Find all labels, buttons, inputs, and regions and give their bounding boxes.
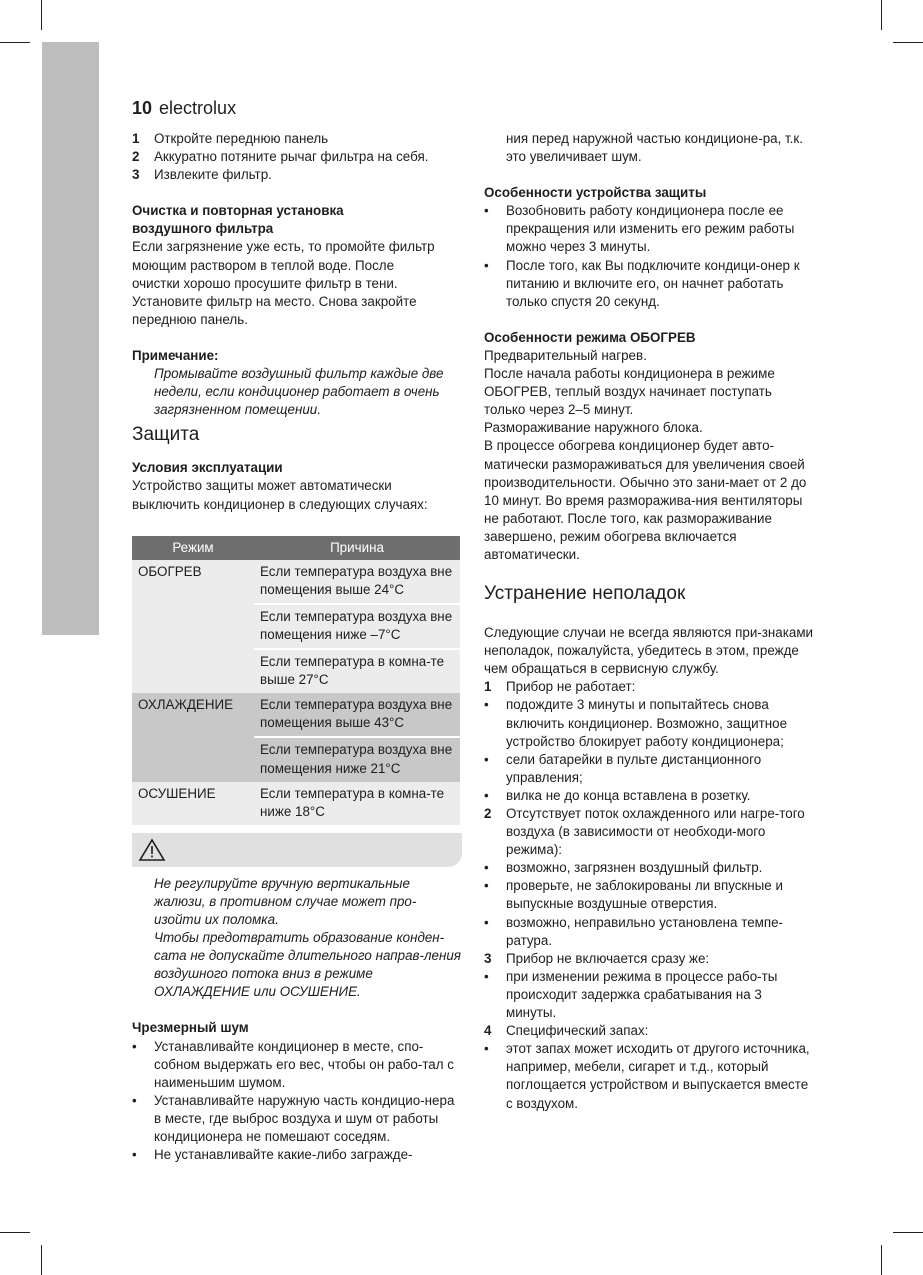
table-row: ОСУШЕНИЕ Если температура в комна-те ниже 18°С (132, 782, 460, 825)
table-row: Если температура в комна-те выше 27°С (132, 649, 460, 693)
heating-mode-heading: Особенности режима ОБОГРЕВ (484, 329, 696, 345)
troubleshooting-title: Устранение неполадок (484, 583, 686, 605)
side-tab-bar (42, 42, 99, 635)
list-item: • Не устанавливайте какие-либо загражде- (132, 1147, 413, 1163)
crop-mark (893, 42, 923, 43)
crop-mark (41, 1245, 42, 1275)
table-row: ОБОГРЕВ Если температура воздуха вне помещения выше 24°С (132, 560, 460, 604)
cleaning-heading: Очистка и повторная установка воздушного фильтра (132, 203, 344, 237)
crop-mark (0, 1232, 30, 1233)
noise-continuation: ния перед наружной частью кондиционе-ра, т.к. это увеличивает шум. (506, 131, 803, 165)
protection-features-heading: Особенности устройства защиты (484, 185, 707, 201)
steps-list (132, 130, 462, 184)
note-heading: Примечание: (132, 347, 219, 363)
list-item: • проверьте, не заблокированы ли впускные и выпускные воздушные отверстия. (484, 878, 783, 912)
list-item: • вилка не до конца вставлена в розетку. (484, 787, 751, 803)
heating-line: В процессе обогрева кондиционер будет авто-матически размораживаться для увеличения своей производительности. Обычно это зани-мает от 2 до 10 минут. Во время разморажива-ния вентиляторы не работают. После того, как размораживание завершено, режим обогрева включается автоматически. (484, 438, 807, 562)
list-item: 3 Извлеките фильтр. (132, 167, 272, 183)
page-number: 10 (132, 98, 153, 118)
list-item: • сели батарейки в пульте дистанционного управления; (484, 751, 762, 785)
list-item: • этот запах может исходить от другого источника, например, мебели, сигарет и т.д., который поглощается устройством и выпускается вместе с воздухом. (484, 1041, 810, 1111)
table-row: ОХЛАЖДЕНИЕ Если температура воздуха вне помещения выше 43°С (132, 693, 460, 737)
table-row: Если температура воздуха вне помещения ниже –7°С (132, 604, 460, 649)
list-item: 2 Аккуратно потяните рычаг фильтра на себя. (132, 149, 429, 165)
column-header-mode: Режим (132, 536, 254, 560)
noise-heading: Чрезмерный шум (132, 1020, 249, 1036)
list-item: • подождите 3 минуты и попытайтесь снова включить кондиционер. Возможно, защитное устройство блокирует работу кондиционера; (484, 697, 788, 749)
list-item: • при изменении режима в процессе рабо-ты происходит задержка срабатывания на 3 минуты. (484, 968, 778, 1021)
troubleshooting-intro: Следующие случаи не всегда являются при-знаками неполадок, пожалуйста, убедитесь в этом, прежде чем обращаться в сервисную службу. (484, 625, 814, 677)
right-column (484, 130, 814, 1113)
crop-mark (41, 0, 42, 30)
heating-line: Размораживание наружного блока. (484, 420, 703, 436)
protection-table (132, 536, 460, 825)
table-row: Если температура воздуха вне помещения ниже 21°С (132, 737, 460, 781)
list-item: • Устанавливайте кондиционер в месте, спо-собном выдержать его вес, чтобы он рабо-тал с наименьшим шумом. (132, 1038, 454, 1090)
warning-bar (132, 833, 462, 867)
list-item: • возможно, загрязнен воздушный фильтр. (484, 860, 763, 876)
cleaning-body: Если загрязнение уже есть, то промойте фильтр моющим раствором в теплой воде. После очистки хорошо просушите фильтр в тени. Установите фильтр на место. Снова закройте переднюю панель. (132, 239, 435, 327)
crop-mark (893, 1232, 923, 1233)
warning-text: Не регулируйте вручную вертикальные жалюзи, в противном случае может про-изойти их поломка. Чтобы предотвратить образование конден-сата не допускайте длительного направ-ления воздушного потока вниз в режиме ОХЛАЖДЕНИЕ или ОСУШЕНИЕ. (154, 875, 461, 1000)
list-item: 2 Отсутствует поток охлажденного или нагре-того воздуха (в зависимости от необходи-мого режима): (484, 806, 805, 858)
brand-name: electrolux (159, 98, 237, 118)
list-item: 3 Прибор не включается сразу же: (484, 950, 710, 966)
warning-icon (138, 838, 166, 862)
crop-mark (881, 0, 882, 30)
troubleshooting-list (484, 678, 814, 1112)
crop-mark (881, 1245, 882, 1275)
note-text: Промывайте воздушный фильтр каждые две недели, если кондиционер работает в очень загрязненном помещении. (154, 366, 444, 418)
page-header (132, 97, 236, 119)
protection-title: Защита (132, 424, 200, 446)
list-item: 4 Специфический запах: (484, 1023, 649, 1039)
list-item: 1 Прибор не работает: (484, 679, 636, 695)
left-column (132, 130, 462, 1164)
list-item: • После того, как Вы подключите кондици-онер к питанию и включите его, он начнет работать только спустя 20 секунд. (484, 257, 800, 309)
heating-line: После начала работы кондиционера в режиме ОБОГРЕВ, теплый воздух начинает поступать только через 2–5 минут. (484, 366, 775, 418)
list-item: • Устанавливайте наружную часть кондицио-нера в месте, где выброс воздуха и шум от работы кондиционера не помешают соседям. (132, 1092, 455, 1145)
list-item: • Возобновить работу кондиционера после ее прекращения или изменить его режим работы можно через 3 минуты. (484, 203, 795, 255)
heating-line: Предварительный нагрев. (484, 347, 647, 363)
conditions-body: Устройство защиты может автоматически выключить кондиционер в следующих случаях: (132, 478, 428, 512)
conditions-heading: Условия эксплуатации (132, 460, 283, 476)
table-header-row (132, 536, 460, 560)
list-item: • возможно, неправильно установлена темпе-ратура. (484, 914, 784, 948)
column-header-cause: Причина (254, 536, 460, 560)
crop-mark (0, 42, 30, 43)
list-item: 1 Откройте переднюю панель (132, 131, 329, 146)
